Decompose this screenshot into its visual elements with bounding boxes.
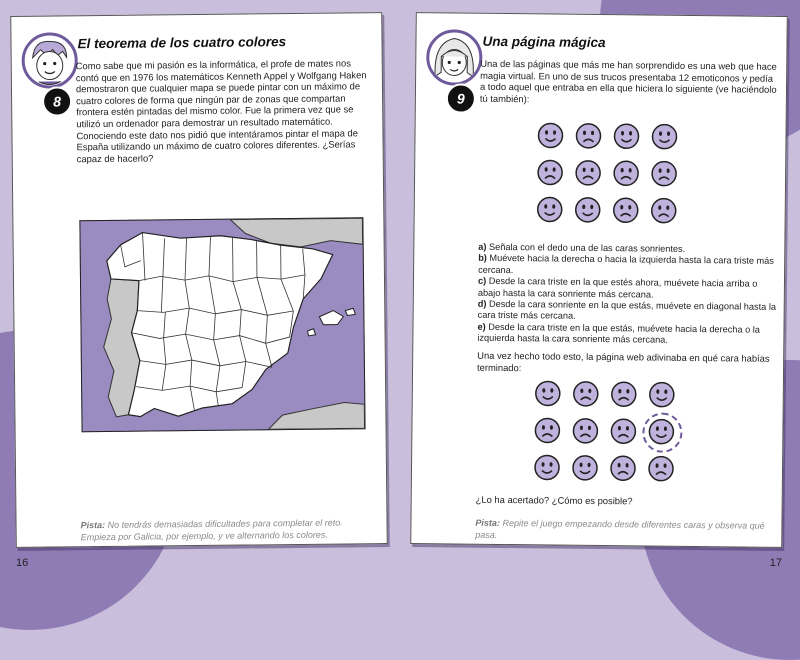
page-number-right: 17 [769,557,782,569]
left-page [10,12,388,548]
emoticon-grid-2 [532,378,677,484]
avatar-girl [426,29,483,86]
question-text: ¿Lo ha acertado? ¿Cómo es posible? [475,493,633,507]
sad-face-icon [608,453,638,483]
sad-face-icon [573,158,603,188]
spain-map [79,217,365,432]
highlight-ring [642,412,682,452]
happy-face-icon [611,121,641,151]
happy-face-icon [570,453,600,483]
happy-face-icon [532,452,562,482]
sad-face-icon [608,416,638,446]
step-b: b) Muévete hacia la derecha o hacia la izquierda hasta la cara triste más cercana. [478,253,774,275]
hint-text [81,517,377,543]
girl-face-icon [429,32,480,83]
after-text: Una vez hecho todo esto, la página web adivinaba en qué cara habías terminado: [477,349,770,373]
sad-face-icon [649,196,679,226]
happy-face-icon [647,380,677,410]
hint-body: Repite el juego empezando desde diferentes caras y observa qué pasa. [475,518,765,540]
spain-map-drawing [80,218,364,431]
sad-face-icon [570,416,600,446]
sad-face-icon [573,121,603,151]
hint-body: No tendrás demasiadas dificultades para completar el reto. Empieza por Galicia, por ejemplo, y ve alternando los colores. [80,517,343,542]
happy-face-icon [649,122,679,152]
page-title: Una página mágica [482,33,606,51]
happy-face-icon [533,378,563,408]
boy-face-icon [24,35,75,86]
hint-label: Pista: [80,519,106,531]
steps-list [477,242,778,348]
body-text: Como sabe que mi pasión es la informática, el profe de mates nos contó que en 1976 los matemáticos Kenneth Appel y Wolfgang Haken demostraron que cualquier mapa se puede pintar con un máximo de cuatro colores de forma que ningún par de zonas que compartan frontera estén pintadas del mismo color. Fue la primera vez que se utilizó un ordenador para demostrar un resultado matemático. Conociendo este dato nos pidió que intentáramos pintar el mapa de España utilizando un máximo de cuatro colores diferentes. ¿Serías capaz de hacerlo? [75,57,367,165]
happy-face-icon [535,194,565,224]
sad-face-icon [611,195,641,225]
avatar-boy [21,32,78,89]
sad-face-icon [535,157,565,187]
challenge-number-badge: 8 [42,86,72,116]
sad-face-icon [646,454,676,484]
challenge-number-badge: 9 [446,83,476,113]
sad-face-icon [571,379,601,409]
page-number-left: 16 [16,557,29,569]
page-title: El teorema de los cuatro colores [77,34,287,52]
intro-text: Una de las páginas que más me han sorprendido es una web que hace magia virtual. En uno de sus trucos presentaba 12 emoticonos y pedía a todo aquel que entraba en ella que hiciera lo siguiente (ve haciéndolo tú también): [479,57,777,105]
hint-text [475,518,771,544]
sad-face-icon [609,379,639,409]
emoticon-grid-1 [535,120,680,226]
right-page [410,12,788,548]
hint-label: Pista: [475,517,501,528]
sad-face-icon [649,159,679,189]
sad-face-icon [532,415,562,445]
happy-face-icon [646,417,676,447]
step-c: c) Desde la cara triste en la que estés ahora, muévete hacia arriba o abajo hasta la cara sonriente más cercana. [477,275,758,300]
step-d: d) Desde la cara sonriente en la que estás, muévete en diagonal hasta la cara triste más cercana. [477,298,777,322]
happy-face-icon [573,195,603,225]
step-e: e) Desde la cara triste en la que estás, muévete hacia la derecha o la izquierda hasta la cara sonriente más cercana. [477,321,760,345]
sad-face-icon [611,158,641,188]
step-a: a) Señala con el dedo una de las caras sonrientes. [478,241,686,254]
happy-face-icon [535,120,565,150]
